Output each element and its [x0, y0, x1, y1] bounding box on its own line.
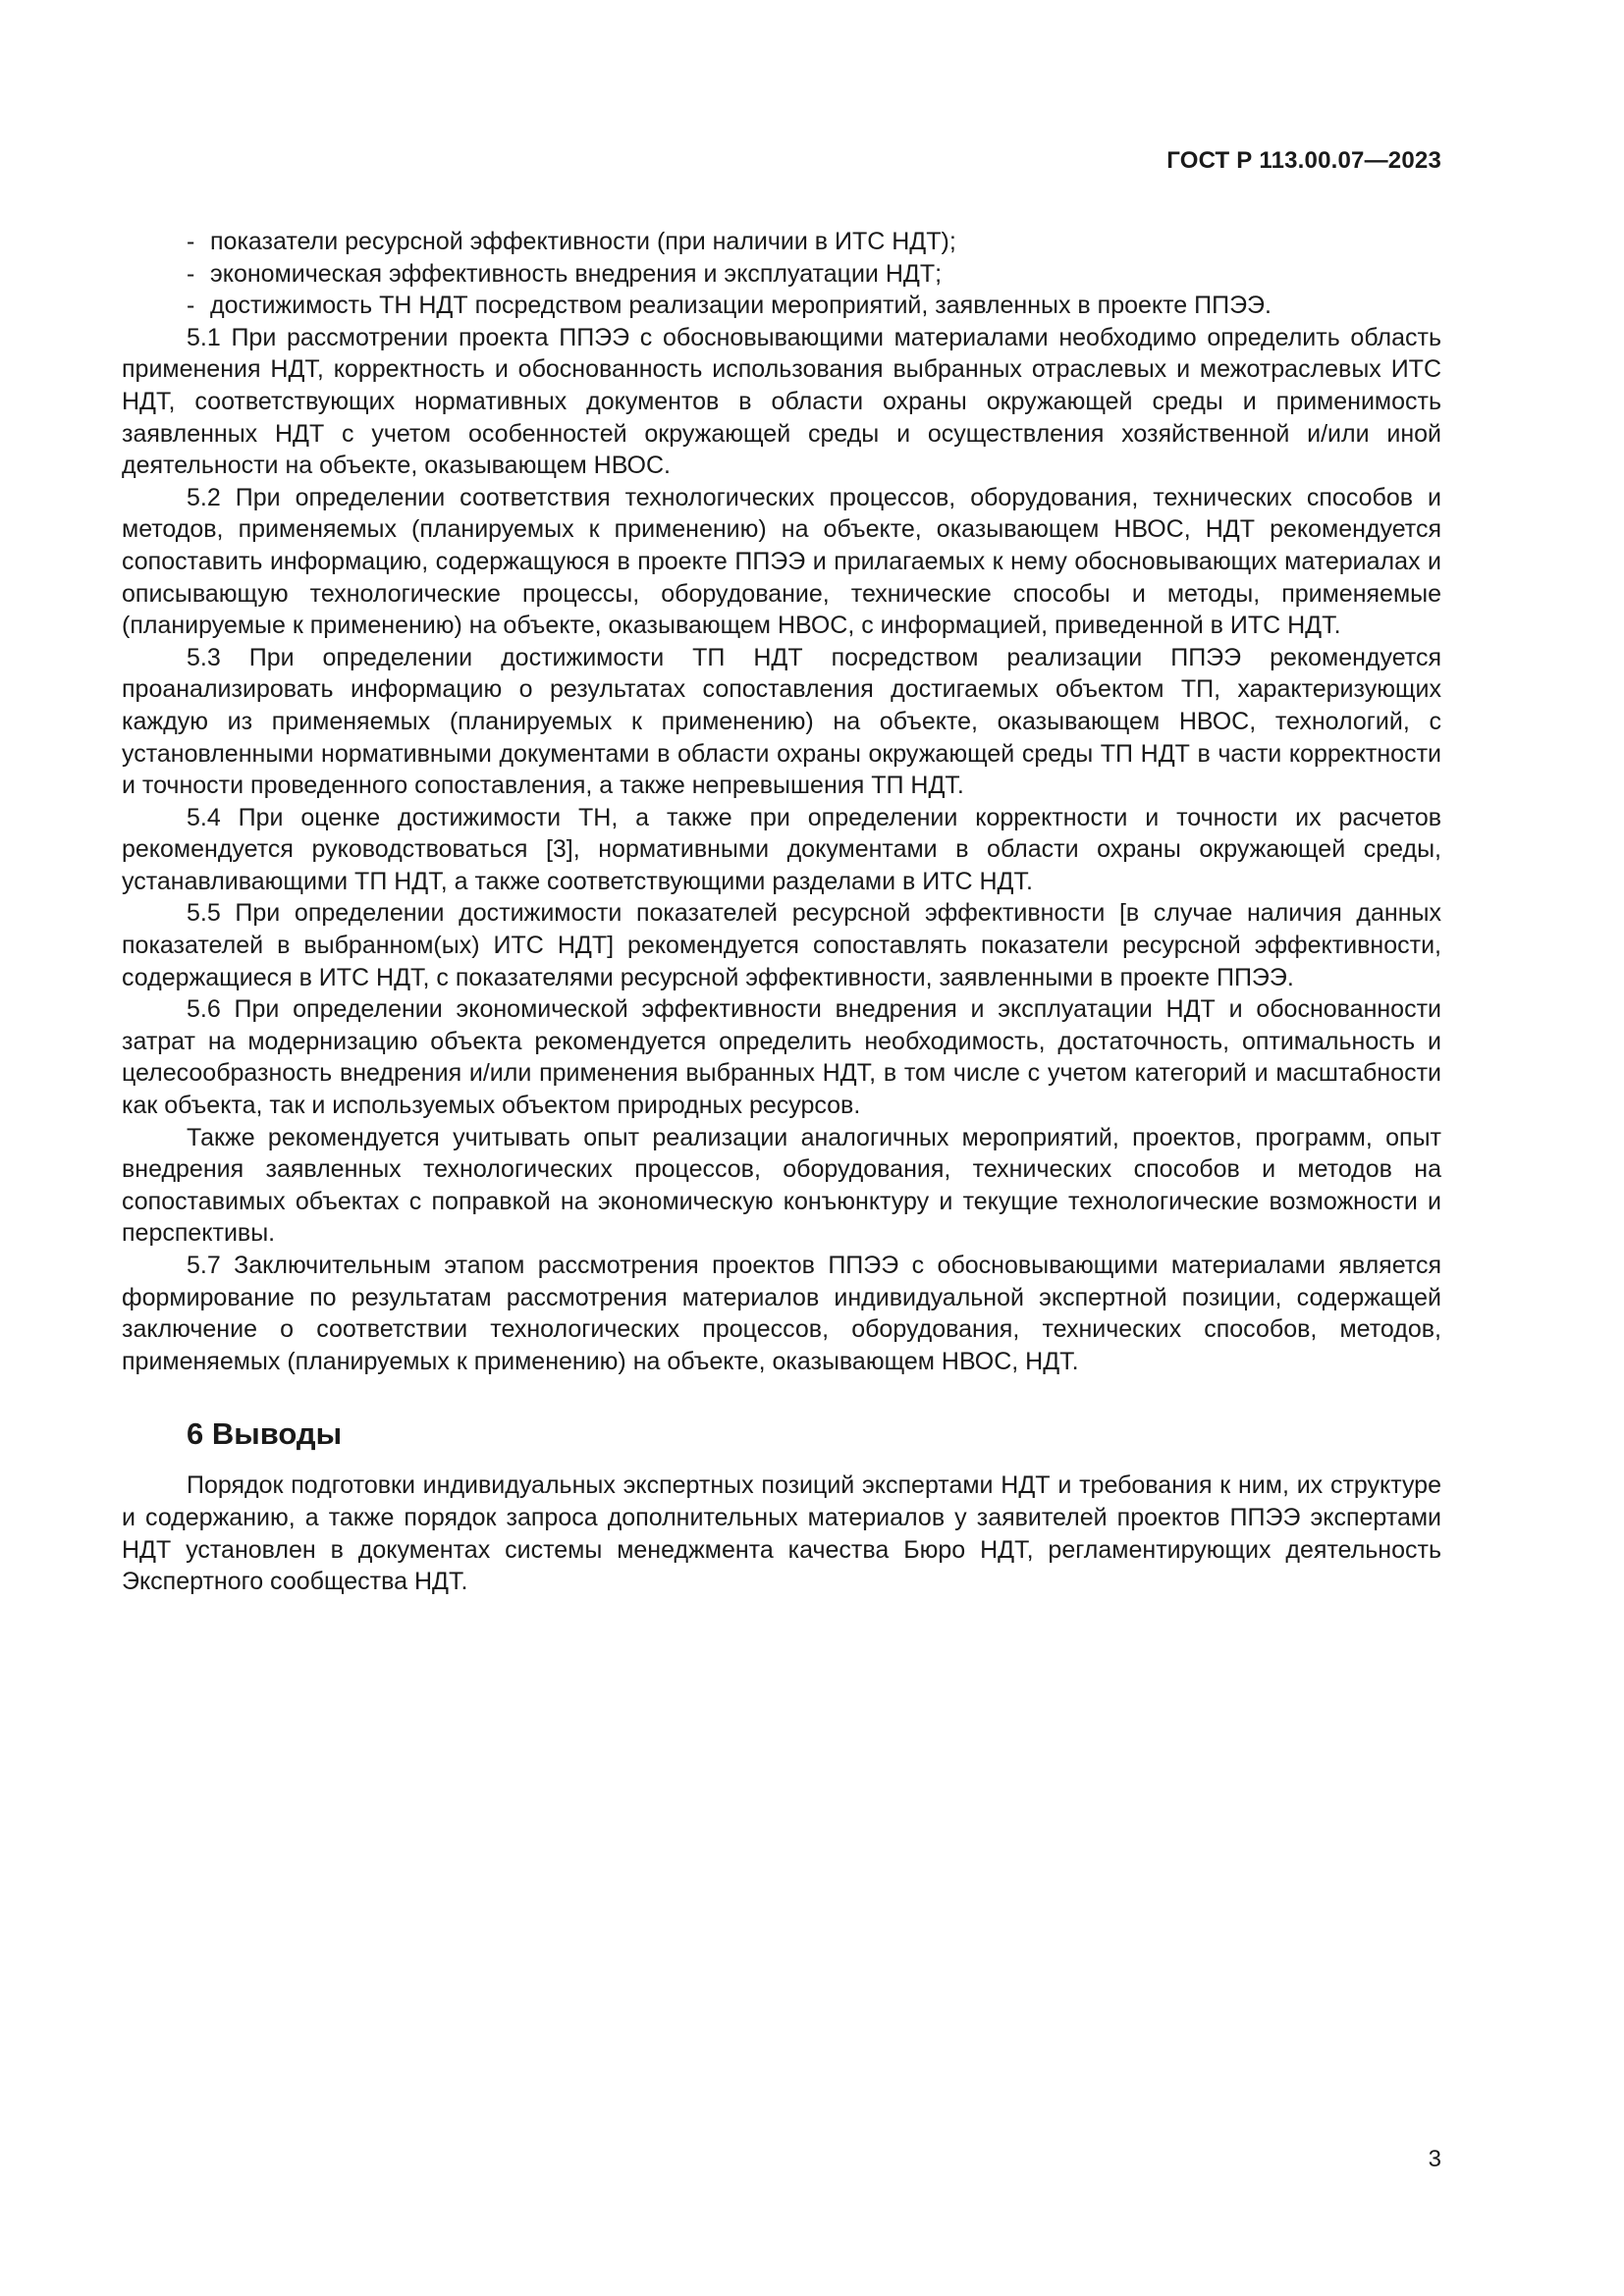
- paragraph-5-7: 5.7 Заключительным этапом рассмотрения проектов ППЭЭ с обосновывающими материалами является формирование по результатам рассмотрения материалов индивидуальной экспертной позиции, содержащей заключение о соответствии технологических процессов, оборудования, технических способов, методов, применяемых (планируемых к применению) на объекте, оказывающем НВОС, НДТ.: [122, 1252, 1441, 1375]
- section-6-paragraph: Порядок подготовки индивидуальных экспертных позиций экспертами НДТ и требования к ним, их структуре и содержанию, а также порядок запроса дополнительных материалов у заявителей проектов ППЭЭ экспертами НДТ установлен в документах системы менеджмента качества Бюро НДТ, регламентирующих деятельность Экспертного сообщества НДТ.: [122, 1471, 1441, 1596]
- paragraph-5-6: 5.6 При определении экономической эффективности внедрения и эксплуатации НДТ и обоснованности затрат на модернизацию объекта рекомендуется определить необходимость, достаточность, оптимальность и целесообразность внедрения и/или применения выбранных НДТ, в том числе с учетом категорий и масштабности как объекта, так и используемых объектом природных ресурсов.: [122, 995, 1441, 1120]
- list-item: [122, 258, 1441, 291]
- section-6-heading: 6 Выводы: [187, 1416, 343, 1452]
- list-item-text: достижимость ТН НДТ посредством реализации мероприятий, заявленных в проекте ППЭЭ.: [210, 292, 1272, 320]
- dash-bullet: -: [187, 292, 195, 320]
- paragraph-5-3: 5.3 При определении достижимости ТП НДТ посредством реализации ППЭЭ рекомендуется проанализировать информацию о результатах сопоставления достигаемых объектом ТП, характеризующих каждую из применяемых (планируемых к применению) на объекте, оказывающем НВОС, технологий, с установленными нормативными документами в области охраны окружающей среды ТП НДТ в части корректности и точности проведенного сопоставления, а также непревышения ТП НДТ.: [122, 643, 1441, 800]
- document-body: [122, 226, 1441, 1598]
- paragraph-5-4: 5.4 При оценке достижимости ТН, а также при определении корректности и точности их расчетов рекомендуется руководствоваться [3], нормативными документами в области охраны окружающей среды, устанавливающими ТП НДТ, а также соответствующими разделами в ИТС НДТ.: [122, 803, 1441, 895]
- paragraph-5-1: 5.1 При рассмотрении проекта ППЭЭ с обосновывающими материалами необходимо определить область применения НДТ, корректность и обоснованность использования выбранных отраслевых и межотраслевых ИТС НДТ, соответствующих нормативных документов в области охраны окружающей среды и применимость заявленных НДТ с учетом особенностей окружающей среды и осуществления хозяйственной и/или иной деятельности на объекте, оказывающем НВОС.: [122, 323, 1441, 480]
- paragraph-5-2: 5.2 При определении соответствия технологических процессов, оборудования, технических способов и методов, применяемых (планируемых к применению) на объекте, оказывающем НВОС, НДТ рекомендуется сопоставить информацию, содержащуюся в проекте ППЭЭ и прилагаемых к нему обосновывающих материалах и описывающую технологические процессы, оборудование, технические способы и методы, применяемые (планируемые к применению) на объекте, оказывающем НВОС, с информацией, приведенной в ИТС НДТ.: [122, 483, 1441, 640]
- paragraph-5-5: 5.5 При определении достижимости показателей ресурсной эффективности [в случае наличия данных показателей в выбранном(ых) ИТС НДТ] рекомендуется сопоставлять показатели ресурсной эффективности, содержащиеся в ИТС НДТ, с показателями ресурсной эффективности, заявленными в проекте ППЭЭ.: [122, 899, 1441, 991]
- list-item: [122, 290, 1441, 322]
- paragraph-5-6-continuation: Также рекомендуется учитывать опыт реализации аналогичных мероприятий, проектов, программ, опыт внедрения заявленных технологических процессов, оборудования, технических способов и методов на сопоставимых объектах с поправкой на экономическую конъюнктуру и текущие технологические возможности и перспективы.: [122, 1123, 1441, 1248]
- document-designation: ГОСТ Р 113.00.07—2023: [1166, 147, 1441, 174]
- list-item: [122, 226, 1441, 258]
- dash-bullet: -: [187, 259, 195, 288]
- page-number: 3: [1428, 2146, 1441, 2172]
- dash-bullet: -: [187, 228, 195, 255]
- list-item-text: показатели ресурсной эффективности (при наличии в ИТС НДТ);: [210, 228, 956, 255]
- list-item-text: экономическая эффективность внедрения и эксплуатации НДТ;: [210, 259, 943, 288]
